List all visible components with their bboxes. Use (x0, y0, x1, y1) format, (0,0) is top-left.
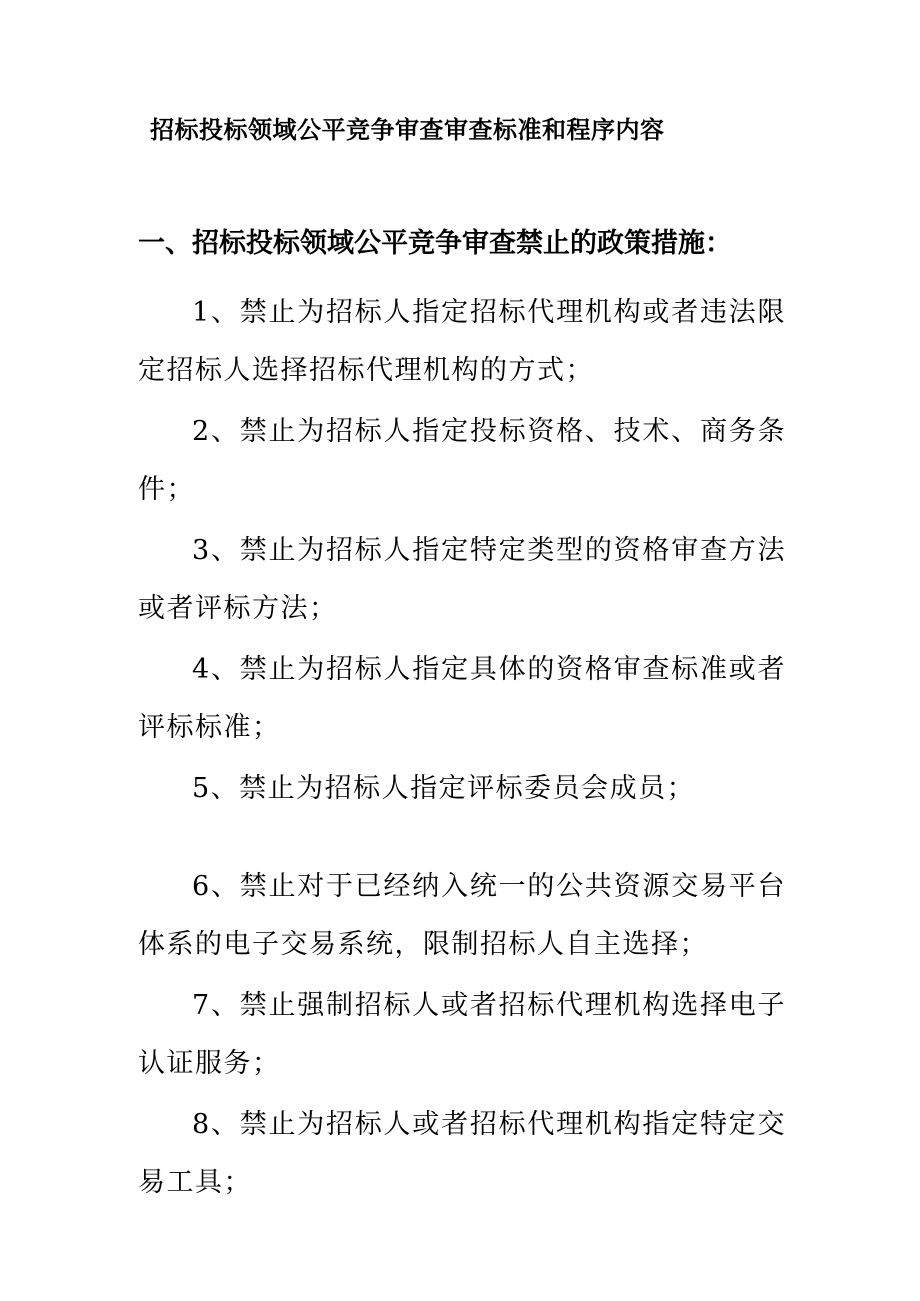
list-item-1: 1、禁止为招标人指定招标代理机构或者违法限定招标人选择招标代理机构的方式； (138, 297, 786, 386)
list-item-2: 2、禁止为招标人指定投标资格、技术、商务条件； (138, 416, 786, 505)
list-item-6: 6、禁止对于已经纳入统一的公共资源交易平台体系的电子交易系统，限制招标人自主选择； (138, 871, 786, 960)
list-item-7: 7、禁止强制招标人或者招标代理机构选择电子认证服务； (138, 990, 786, 1079)
prohibition-list (138, 284, 786, 1215)
list-item-4: 4、禁止为招标人指定具体的资格审查标准或者评标标准； (138, 654, 786, 743)
list-item-5: 5、禁止为招标人指定评标委员会成员； (192, 773, 696, 804)
list-item-8: 8、禁止为招标人或者招标代理机构指定特定交易工具； (138, 1109, 786, 1198)
section-heading: 一、招标投标领域公平竞争审查禁止的政策措施： (138, 228, 732, 259)
document-title: 招标投标领域公平竞争审查审查标准和程序内容 (150, 115, 665, 144)
list-item-3: 3、禁止为招标人指定特定类型的资格审查方法或者评标方法； (138, 535, 786, 624)
